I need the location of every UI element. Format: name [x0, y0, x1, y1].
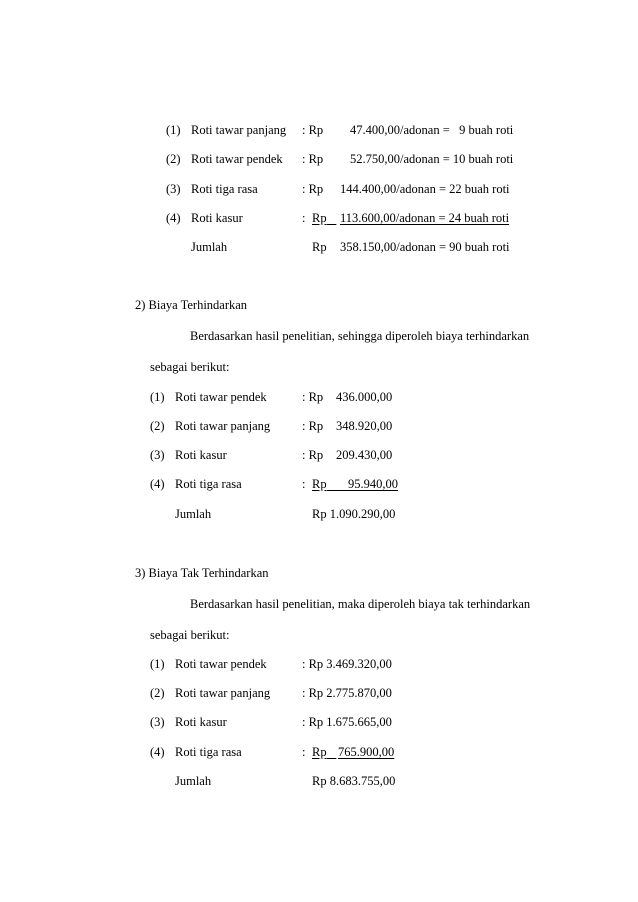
paragraph-line: sebagai berikut: [150, 360, 230, 374]
total-value: Rp 8.683.755,00 [312, 774, 396, 788]
item-value: 47.400,00/adonan = 9 buah roti [350, 123, 514, 137]
item-name: Roti tiga rasa [175, 745, 242, 759]
item-colon-rp: : Rp [302, 182, 324, 196]
item-rp: Rp [312, 211, 327, 225]
total-label: Jumlah [175, 774, 212, 788]
item-name: Roti tawar panjang [175, 686, 271, 700]
item-name: Roti tawar pendek [175, 390, 267, 404]
paragraph-line: sebagai berikut: [150, 628, 230, 642]
total-value: Rp 1.090.290,00 [312, 507, 396, 521]
item-underline-gap [327, 210, 336, 226]
item-name: Roti kasur [175, 715, 227, 729]
item-name: Roti tawar pendek [191, 152, 283, 166]
item-value: 348.920,00 [336, 419, 393, 433]
item-number: (3) [150, 715, 165, 729]
item-value: 765.900,00 [338, 745, 395, 759]
item-number: (1) [166, 123, 181, 137]
item-value: 436.000,00 [336, 390, 393, 404]
item-value: 113.600,00/adonan = 24 buah roti [340, 211, 510, 225]
item-value: : Rp 2.775.870,00 [302, 686, 392, 700]
item-colon-rp: : Rp [302, 448, 324, 462]
item-number: (4) [150, 745, 165, 759]
item-value: 52.750,00/adonan = 10 buah roti [350, 152, 514, 166]
paragraph-line: Berdasarkan hasil penelitian, maka diperoleh biaya tak terhindarkan [190, 597, 531, 611]
item-underline-gap [327, 476, 349, 492]
item-value: : Rp 3.469.320,00 [302, 657, 392, 671]
item-rp: Rp [312, 745, 327, 759]
item-value: 144.400,00/adonan = 22 buah roti [340, 182, 510, 196]
item-name: Roti tiga rasa [175, 477, 242, 491]
item-number: (4) [150, 477, 165, 491]
item-colon: : [302, 745, 309, 759]
item-colon-rp: : Rp [302, 123, 324, 137]
item-name: Roti tawar panjang [175, 419, 271, 433]
item-name: Roti kasur [175, 448, 227, 462]
item-underline-gap [327, 744, 336, 760]
item-name: Roti tawar panjang [191, 123, 287, 137]
item-number: (2) [166, 152, 181, 166]
item-number: (3) [166, 182, 181, 196]
total-label: Jumlah [191, 240, 228, 254]
item-colon-rp: : Rp [302, 419, 324, 433]
item-rp: Rp [312, 477, 327, 491]
item-name: Roti kasur [191, 211, 243, 225]
total-value: 358.150,00/adonan = 90 buah roti [340, 240, 510, 254]
item-value: 95.940,00 [348, 477, 398, 491]
item-number: (2) [150, 419, 165, 433]
item-number: (2) [150, 686, 165, 700]
item-number: (1) [150, 657, 165, 671]
item-value: : Rp 1.675.665,00 [302, 715, 392, 729]
item-colon: : [302, 477, 309, 491]
section-heading: 3) Biaya Tak Terhindarkan [135, 566, 269, 580]
item-number: (3) [150, 448, 165, 462]
item-name: Roti tawar pendek [175, 657, 267, 671]
item-colon-rp: : Rp [302, 390, 324, 404]
paragraph-line: Berdasarkan hasil penelitian, sehingga diperoleh biaya terhindarkan [190, 329, 530, 343]
item-colon-rp: : Rp [302, 152, 324, 166]
item-number: (4) [166, 211, 181, 225]
item-name: Roti tiga rasa [191, 182, 258, 196]
total-rp: Rp [312, 240, 327, 254]
total-label: Jumlah [175, 507, 212, 521]
item-value: 209.430,00 [336, 448, 393, 462]
item-number: (1) [150, 390, 165, 404]
item-colon: : [302, 211, 309, 225]
section-heading: 2) Biaya Terhindarkan [135, 298, 248, 312]
